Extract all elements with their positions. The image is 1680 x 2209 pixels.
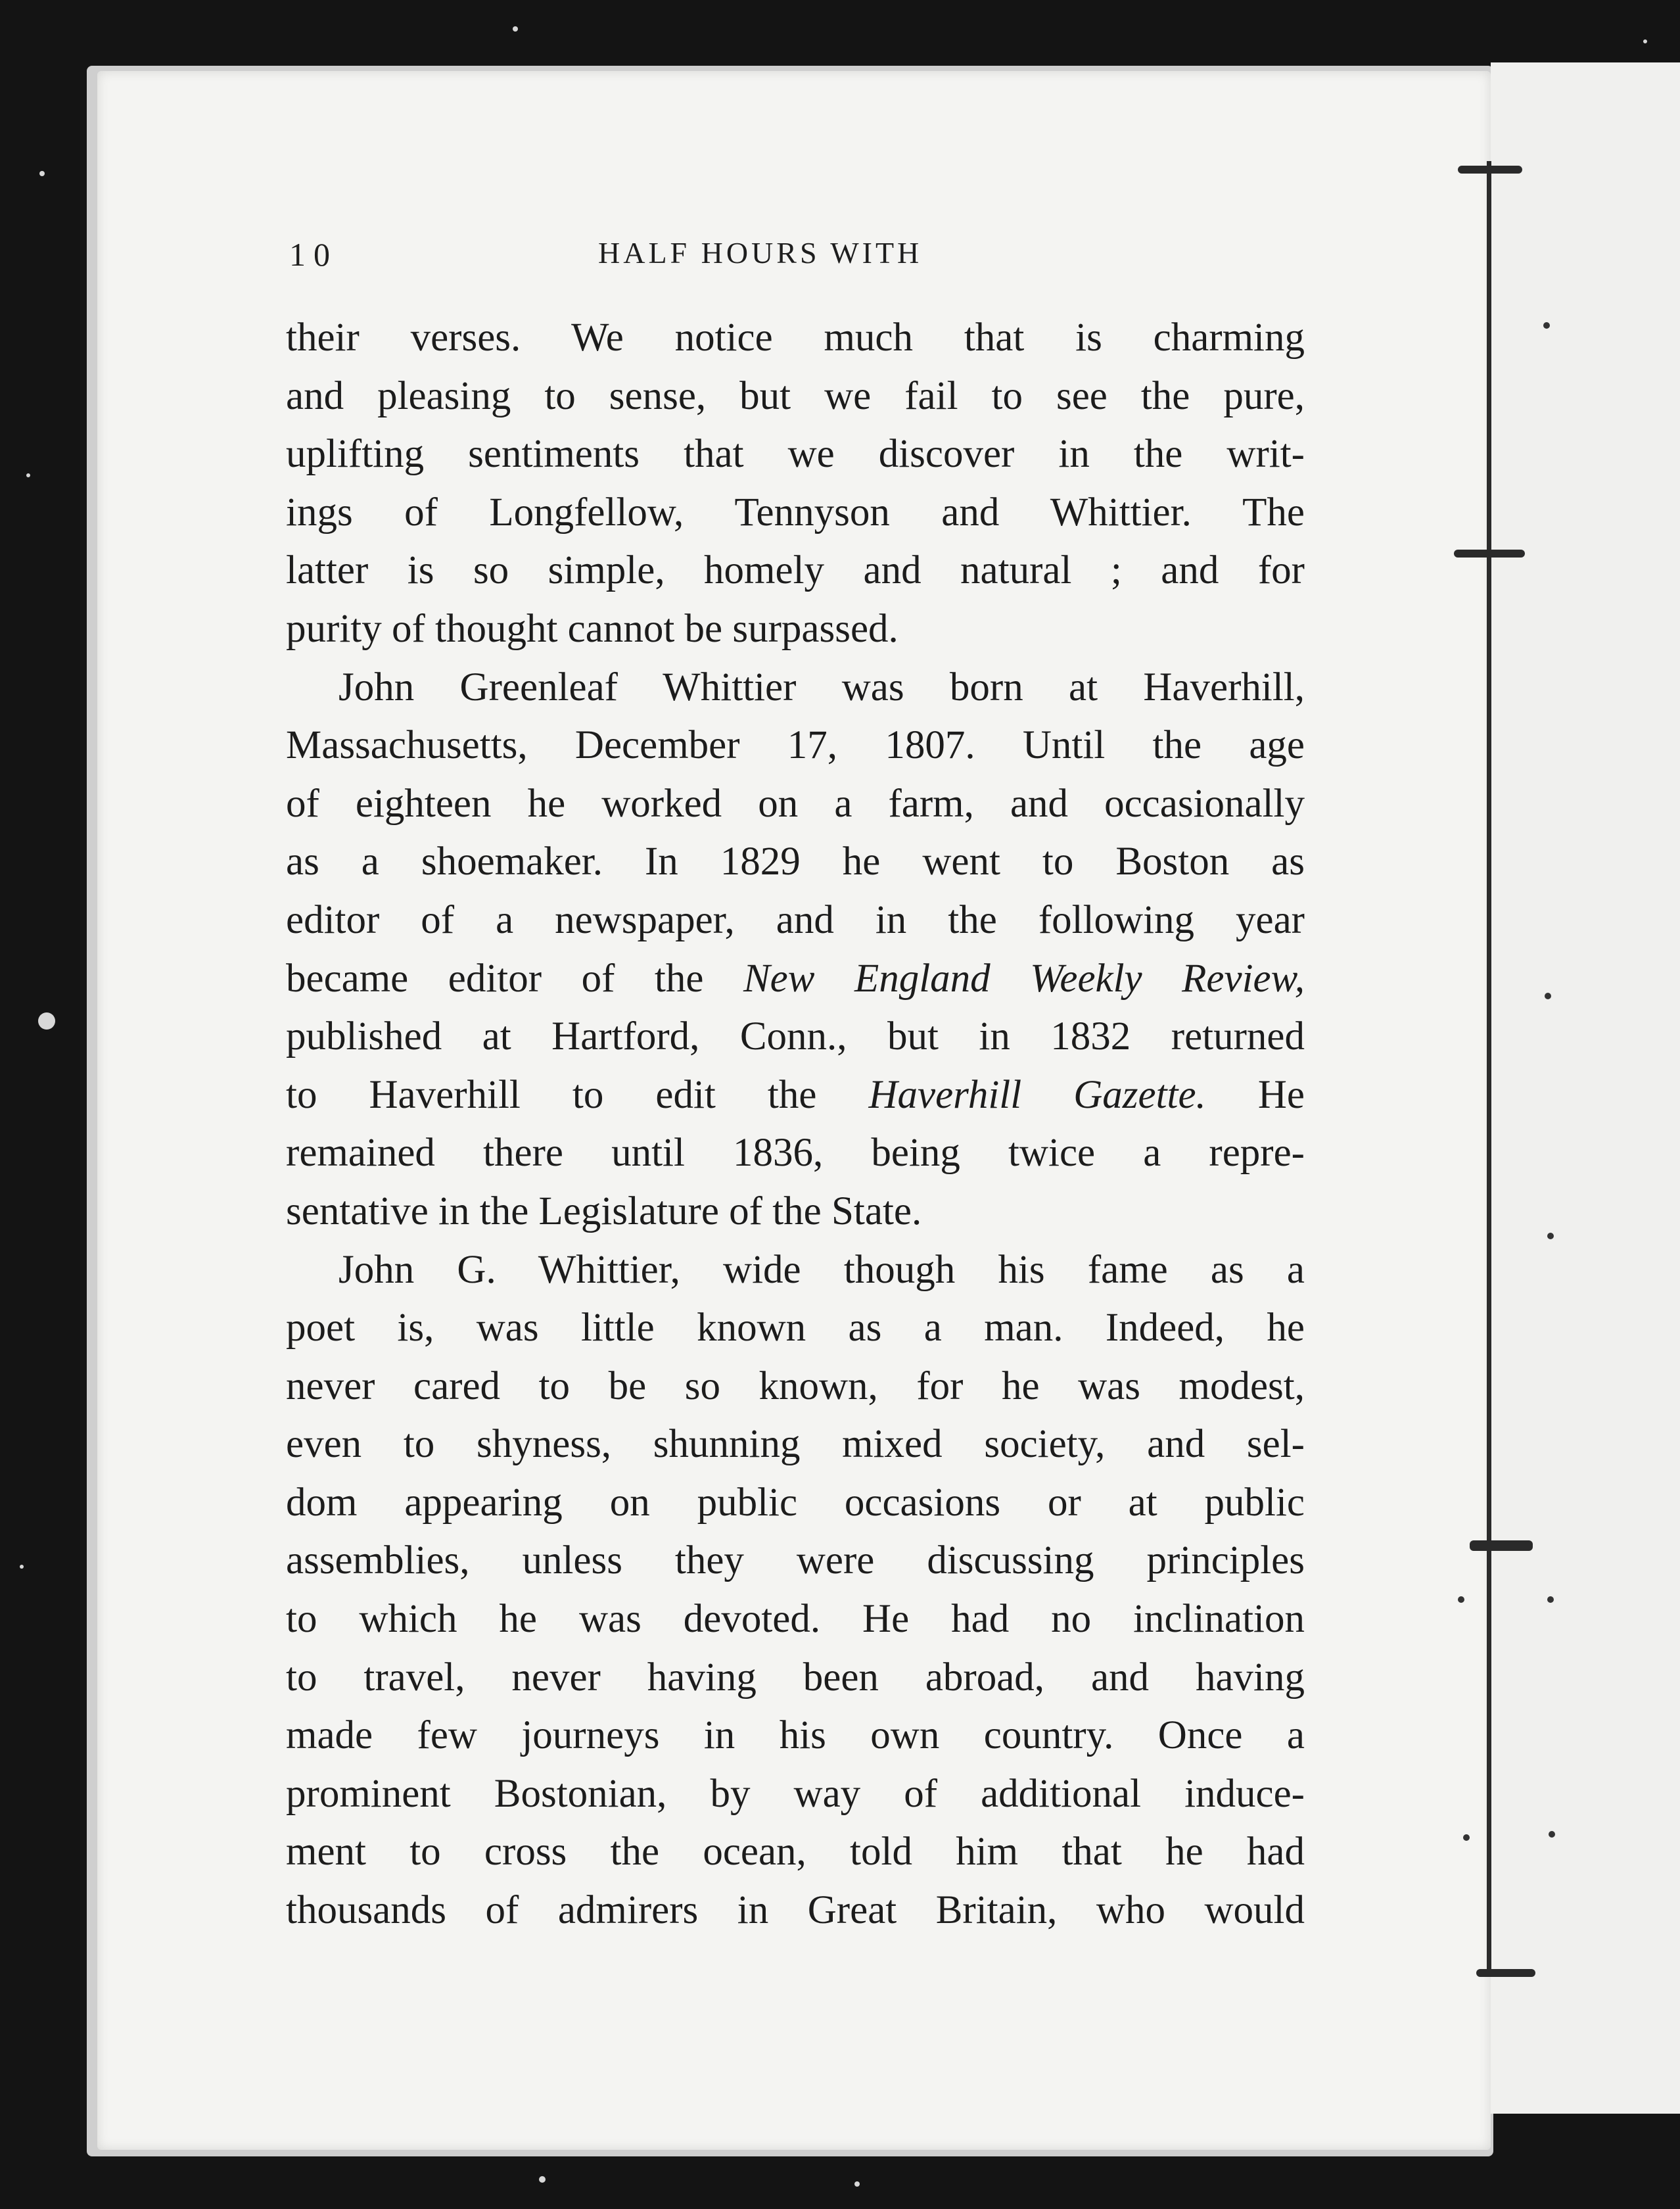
text-line: John G. Whittier, wide though his fame as a	[338, 1247, 1305, 1292]
text-line: ings of Longfellow, Tennyson and Whittier. The	[286, 490, 1305, 534]
text-line: even to shyness, shunning mixed society, and sel-	[286, 1422, 1305, 1467]
text-line: ment to cross the ocean, told him that he had	[286, 1830, 1305, 1874]
text-line: made few journeys in his own country. Once a	[286, 1713, 1305, 1758]
text-line: latter is so simple, homely and natural ; and for	[286, 548, 1305, 593]
text-line: purity of thought cannot be surpassed.	[286, 606, 898, 651]
body-text	[286, 309, 1305, 1940]
background-speck	[26, 473, 30, 477]
background-speck	[513, 26, 518, 32]
binding-hole	[1549, 1831, 1555, 1838]
background-speck	[38, 1012, 55, 1030]
text-line: assemblies, unless they were discussing principles	[286, 1538, 1305, 1583]
text-line-mixed	[286, 950, 1305, 1009]
text-line: their verses. We notice much that is charming	[286, 316, 1305, 360]
text-line: remained there until 1836, being twice a repre-	[286, 1131, 1305, 1176]
binding-hole	[1458, 1596, 1464, 1603]
running-head	[283, 230, 1308, 276]
binding-hole	[1547, 1596, 1554, 1603]
text-line: thousands of admirers in Great Britain, who would	[286, 1888, 1305, 1933]
background-speck	[854, 2181, 860, 2187]
background-speck	[39, 171, 45, 176]
text-line: published at Hartford, Conn., but in 1832 returned	[286, 1014, 1305, 1059]
binding-stitch	[1470, 1540, 1533, 1551]
binding-stitch	[1458, 166, 1522, 174]
binding-hole	[1545, 993, 1551, 999]
text-line: uplifting sentiments that we discover in the writ-	[286, 432, 1305, 477]
background-speck	[539, 2176, 546, 2183]
text-line: to which he was devoted. He had no inclination	[286, 1597, 1305, 1642]
text-line: dom appearing on public occasions or at public	[286, 1480, 1305, 1525]
background-speck	[20, 1565, 24, 1569]
periodical-title: Haverhill Gazette.	[868, 1072, 1206, 1117]
running-title: HALF HOURS WITH	[598, 236, 923, 270]
text-line: and pleasing to sense, but we fail to see the pure,	[286, 373, 1305, 418]
binding-hole	[1547, 1233, 1554, 1239]
binding-stitch	[1454, 550, 1525, 558]
text-line: as a shoemaker. In 1829 he went to Boston as	[286, 840, 1305, 884]
text-segment: to Haverhill to edit the	[286, 1072, 817, 1117]
binding-hole	[1543, 322, 1550, 329]
text-line-mixed	[286, 1066, 1305, 1125]
text-line: sentative in the Legislature of the State.	[286, 1189, 922, 1233]
periodical-title: New England Weekly Review,	[743, 956, 1305, 1001]
adjacent-page	[1491, 62, 1680, 2114]
text-line: never cared to be so known, for he was modest,	[286, 1364, 1305, 1408]
text-line: prominent Bostonian, by way of additional induce-	[286, 1771, 1305, 1816]
text-segment: He	[1257, 1072, 1305, 1117]
text-line: of eighteen he worked on a farm, and occasionally	[286, 781, 1305, 826]
text-segment: became editor of the	[286, 956, 704, 1001]
text-line: editor of a newspaper, and in the following year	[286, 897, 1305, 942]
binding-hole	[1463, 1834, 1470, 1841]
binding-stitch	[1476, 1969, 1535, 1977]
background-speck	[1643, 39, 1647, 43]
page-number: 10	[289, 236, 338, 273]
text-line: poet is, was little known as a man. Indeed, he	[286, 1306, 1305, 1350]
binding-thread	[1487, 161, 1491, 1976]
text-line: to travel, never having been abroad, and having	[286, 1655, 1305, 1699]
text-line: Massachusetts, December 17, 1807. Until the age	[286, 723, 1305, 768]
text-line: John Greenleaf Whittier was born at Haverhill,	[338, 665, 1305, 709]
